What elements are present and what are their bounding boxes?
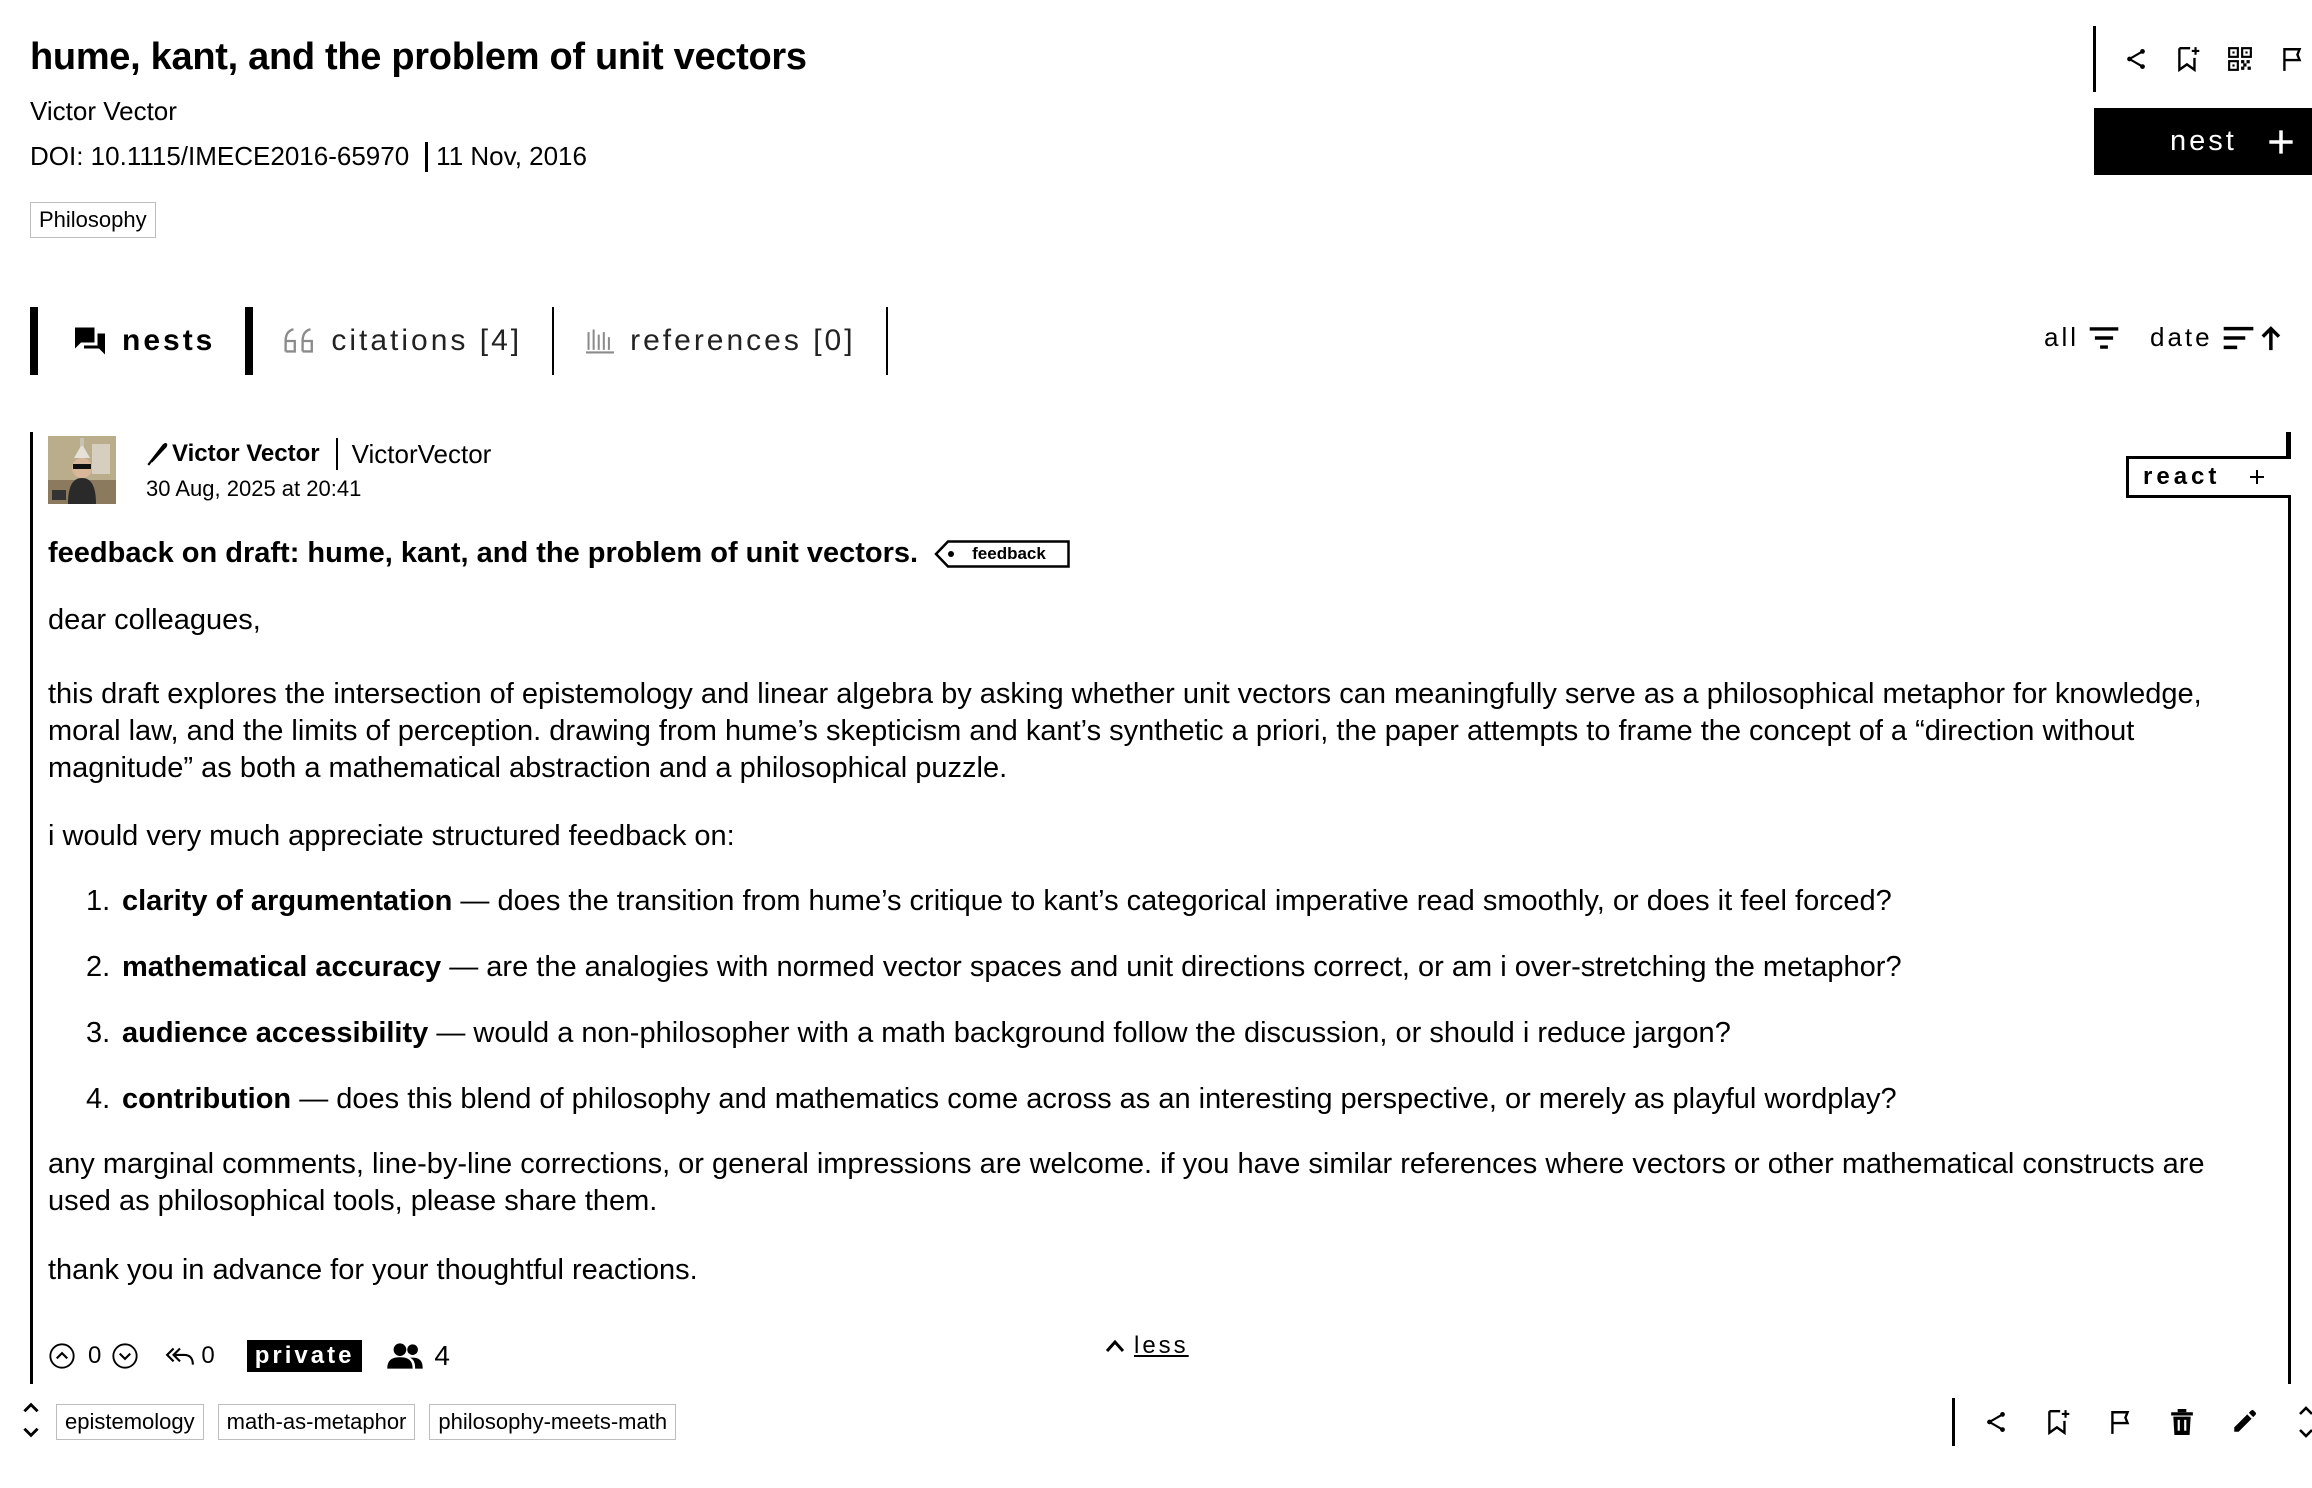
filter-icon: [2087, 325, 2121, 351]
plus-icon: [2267, 128, 2295, 156]
tab-nests-label: nests: [122, 324, 216, 357]
post-meta: [146, 438, 491, 502]
sort-ascending-icon: [2221, 324, 2283, 352]
expand-icon[interactable]: [20, 1398, 42, 1442]
share-icon[interactable]: [1965, 1398, 2027, 1446]
upvote-icon[interactable]: [48, 1342, 76, 1370]
paper-author[interactable]: Victor Vector: [30, 96, 177, 126]
post-footer: [48, 1338, 450, 1374]
reply-count: 0: [201, 1342, 215, 1369]
react-button[interactable]: [2126, 456, 2291, 498]
feedback-badge-label: feedback: [972, 543, 1046, 563]
list-item-text: — does this blend of philosophy and mathematics come across as an interesting perspective, or merely as playful wordplay?: [291, 1083, 1897, 1115]
list-item-heading: mathematical accuracy: [122, 951, 442, 983]
tab-references[interactable]: [554, 307, 885, 375]
post-actions-divider: [1952, 1398, 1955, 1446]
library-icon: [584, 327, 616, 355]
tab-divider: [30, 307, 38, 375]
post-title-row: [48, 537, 1060, 570]
paper-tag[interactable]: Philosophy: [30, 202, 156, 238]
post-timestamp: 30 Aug, 2025 at 20:41: [146, 476, 362, 501]
flag-icon[interactable]: [2089, 1398, 2151, 1446]
post-card-border: [2288, 432, 2291, 1384]
tab-references-label: references [0]: [630, 324, 856, 357]
expand-icon[interactable]: [2275, 1398, 2312, 1446]
nest-button[interactable]: [2094, 108, 2312, 175]
qr-code-icon[interactable]: [2214, 33, 2266, 85]
visibility-badge: private: [247, 1340, 363, 1372]
doi-divider: [425, 142, 428, 172]
post-tag[interactable]: philosophy-meets-math: [429, 1404, 676, 1440]
forum-icon: [72, 324, 108, 358]
plus-icon: [2248, 468, 2266, 486]
list-item: [48, 949, 2248, 986]
quote-icon: [283, 327, 317, 355]
post-author-handle[interactable]: VictorVector: [351, 438, 492, 469]
members-count: 4: [434, 1340, 450, 1371]
list-number: 4.: [86, 1083, 111, 1115]
paper-date: 11 Nov, 2016: [436, 141, 587, 171]
tab-nests[interactable]: [38, 307, 245, 375]
post-author-name[interactable]: Victor Vector: [172, 440, 320, 467]
less-label: less: [1134, 1332, 1189, 1359]
react-button-label: react: [2143, 463, 2221, 490]
members-button[interactable]: [386, 1340, 450, 1372]
vote-count: 0: [88, 1342, 102, 1369]
feather-icon: [146, 442, 168, 466]
feedback-list: [48, 883, 2248, 1147]
post-card-border: [30, 432, 33, 1384]
filter-label: all: [2044, 322, 2080, 352]
paper-doi[interactable]: DOI: 10.1115/IMECE2016-65970: [30, 141, 410, 171]
post-thanks: thank you in advance for your thoughtful reactions.: [48, 1254, 698, 1286]
post-intro: this draft explores the intersection of epistemology and linear algebra by asking whether unit vectors can meaningfully serve as a philosophical metaphor for knowledge, moral law, and the limits of perception. drawing from hume’s skepticism and kant’s synthetic a priori, the paper attempts to frame the concept of a “direction without magnitude” as both a mathematical abstraction and a philosophical puzzle.: [48, 678, 2202, 784]
post-actions: [1952, 1398, 2312, 1446]
tab-divider: [886, 307, 888, 375]
list-number: 1.: [86, 885, 111, 917]
list-item-heading: contribution: [122, 1083, 292, 1115]
post-tag[interactable]: epistemology: [56, 1404, 204, 1440]
delete-icon[interactable]: [2151, 1398, 2213, 1446]
list-item-text: — does the transition from hume’s critique to kant’s categorical imperative read smoothly, or does it feel forced?: [452, 885, 1892, 917]
paper-title: hume, kant, and the problem of unit vectors: [30, 36, 807, 78]
tab-citations[interactable]: [253, 307, 552, 375]
people-icon: [386, 1342, 424, 1370]
post-tags: [56, 1404, 690, 1440]
share-icon[interactable]: [2110, 33, 2162, 85]
tab-bar: [30, 307, 888, 375]
sort-label: date: [2150, 322, 2213, 352]
list-number: 3.: [86, 1017, 111, 1049]
less-toggle[interactable]: [1104, 1332, 1189, 1360]
post-title: feedback on draft: hume, kant, and the problem of unit vectors.: [48, 537, 919, 569]
bookmark-add-icon[interactable]: [2027, 1398, 2089, 1446]
nest-button-label: nest: [2170, 125, 2237, 157]
sort-date-button[interactable]: [2150, 322, 2291, 353]
feedback-badge[interactable]: [934, 540, 1060, 568]
list-item-text: — are the analogies with normed vector spaces and unit directions correct, or am i over-stretching the metaphor?: [441, 951, 1902, 983]
post-greeting: dear colleagues,: [48, 604, 261, 636]
list-number: 2.: [86, 951, 111, 983]
tab-citations-label: citations [4]: [331, 324, 523, 357]
header-actions-divider: [2093, 26, 2096, 92]
post-author-divider: [336, 438, 338, 470]
reply-all-icon[interactable]: [165, 1344, 195, 1368]
list-item-heading: audience accessibility: [122, 1017, 429, 1049]
list-item: [48, 883, 2248, 920]
chevron-up-icon: [1104, 1337, 1126, 1355]
post-closing: any marginal comments, line-by-line corrections, or general impressions are welcome. if you have similar references where vectors or other mathematical constructs are used as philosophical tools, please share them.: [48, 1148, 2205, 1217]
list-item-heading: clarity of argumentation: [122, 885, 453, 917]
doi-line: [30, 141, 587, 172]
flag-icon[interactable]: [2266, 33, 2312, 85]
tab-divider: [245, 307, 253, 375]
filter-button[interactable]: [2044, 322, 2129, 353]
post-request: i would very much appreciate structured feedback on:: [48, 820, 735, 852]
list-item: [48, 1081, 2248, 1118]
react-connector: [2286, 432, 2289, 458]
edit-icon[interactable]: [2213, 1398, 2275, 1446]
post-tag[interactable]: math-as-metaphor: [218, 1404, 416, 1440]
header-actions: [2093, 26, 2312, 92]
downvote-icon[interactable]: [111, 1342, 139, 1370]
avatar[interactable]: [48, 436, 116, 504]
list-item: [48, 1015, 2248, 1052]
bookmark-add-icon[interactable]: [2162, 33, 2214, 85]
list-item-text: — would a non-philosopher with a math background follow the discussion, or should i reduce jargon?: [428, 1017, 1731, 1049]
